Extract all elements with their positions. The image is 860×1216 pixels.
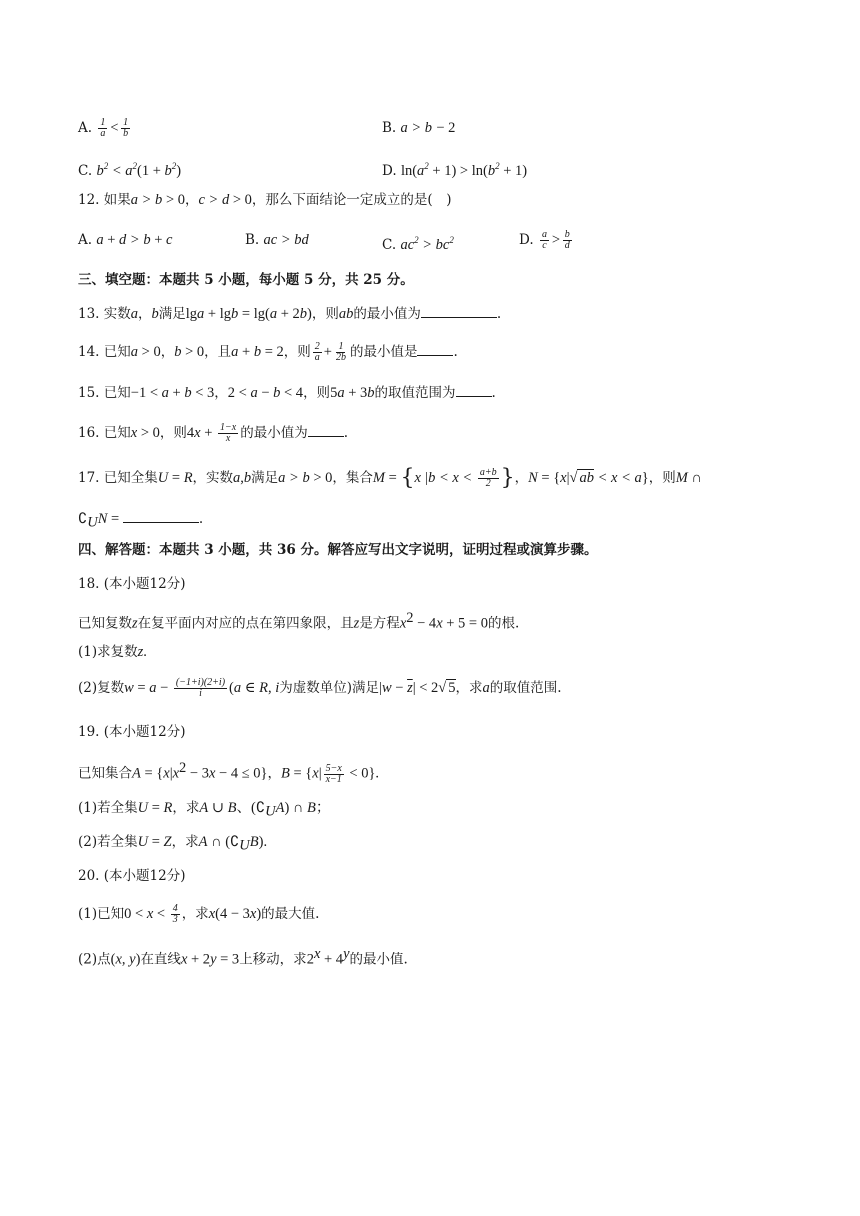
stem-text: 的最小值为 [240,425,308,441]
stem-text: ，那么下面结论一定成立的是( ) [251,192,452,208]
stem-text: (2)若全集 [78,834,138,850]
section-4-title: 四、解答题：本题共 3 小题，共 36 分。解答应写出文字说明，证明过程或演算步骤。 [78,542,598,558]
stem-text: (1)已知 [78,906,125,922]
stem-text: 的最小值为 [353,306,421,322]
answer-blank[interactable] [123,508,199,523]
q19-header: 19. (本小题12分) [78,724,186,740]
option-letter: C. [78,162,93,179]
option-letter: D. [519,232,534,248]
q15: 15. 已知−1 < a + b < 3，2 < a − b < 4，则5a + 3b的取值范围为 . [78,382,496,403]
q18-header: 18. (本小题12分) [78,576,186,592]
q12-option-a: A. a + d > b + c [78,232,173,248]
stem-text: ，集合 [332,470,373,486]
option-letter: B. [245,232,260,248]
q17-line1: 17. 已知全集U = R，实数a,b满足a > b > 0，集合M = {x |b < x < $\frac{a+b}{2}$ }，N = {x|√ ab < x < a}，则M ∩ [78,465,702,491]
fraction: $\frac{5-x}{x-1}$ [325,762,342,785]
q12-option-c: C. $ac^2 > bc^2$ [382,235,454,253]
answer-blank[interactable] [417,341,453,356]
stem-text: ，则 [283,344,311,360]
q11-option-a: A. $\frac{1}{a}$ < $\frac{1}{b}$ [78,117,129,139]
stem-text: 16. 已知 [78,425,131,441]
stem-text: (2)点 [78,951,111,968]
stem-text: 的根. [487,615,520,632]
option-letter: D. [382,162,397,179]
fraction: $\frac{a}{c}$ [541,229,547,251]
stem-text: 在复平面内对应的点在第四象限，且 [137,615,354,632]
stem-text: 17. 已知全集 [78,470,158,486]
option-letter: C. [382,236,397,253]
stem-text: ，求 [455,680,483,696]
stem-text: (1)求复数 [78,644,138,660]
answer-blank[interactable] [456,382,492,397]
stem-text: ，求 [171,834,199,850]
q13: 13. 实数a，b满足lga + lgb = lg(a + 2b)，则ab的最小值为 . [78,303,501,324]
fraction: $\frac{1}{2b}$ [335,341,346,363]
answer-blank[interactable] [421,303,497,318]
stem-text: 的取值范围. [489,680,562,696]
stem-text: ，则 [159,425,187,441]
q14: 14. 已知a > 0，b > 0，且a + b = 2，则 $\frac{2}{a}$ + $\frac{1}{2b}$ 的最小值是 . [78,341,458,363]
q11-option-b: B. a > b − 2 [382,120,456,136]
stem-text: 在直线 [140,951,181,968]
stem-text: 15. 已知 [78,385,131,401]
q18-stem: 已知复数z在复平面内对应的点在第四象限，且z是方程$x^2 - 4x + 5 = 0$的根. [78,610,520,632]
fraction: $\frac{b}{d}$ [564,229,570,251]
q17-line2: $∁_UN$ = . [78,508,203,533]
stem-text: 的最小值是 [349,344,418,360]
q18-part1: (1)求复数z. [78,644,147,660]
fraction: $\frac{1-x}{x}$ [220,422,237,444]
stem-text: 上移动，求 [239,951,307,968]
option-letter: A. [78,232,93,248]
stem-text: ，求 [172,800,200,816]
q19-stem: 已知集合$A = \{x|x^2 - 3x - 4 \le 0\}$，B = {x| $\frac{5-x}{x-1}$ < 0}. [78,760,380,785]
stem-text: ，则 [303,385,331,401]
fraction: $\frac{4}{3}$ [172,903,178,925]
stem-text: 14. 已知 [78,344,131,360]
stem-text: 是方程 [359,615,400,632]
answer-blank[interactable] [308,422,344,437]
stem-text: (1)若全集 [78,800,138,816]
q11-option-d: D. $\ln(a^2 + 1) > \ln(b^2 + 1)$ [382,161,528,179]
fraction: $\frac{2}{a}$ [314,341,320,363]
option-letter: A. [78,120,93,136]
fraction: $\frac{(-1+i)(2+i)}{i}$ [175,677,226,699]
stem-text: 为虚数单位)满足 [279,680,380,696]
stem-text: ，且 [204,344,232,360]
stem-text: ，则 [648,470,676,486]
stem-text: 满足 [158,306,186,322]
q19-part1: (1)若全集U = R，求A ∪ B、$(∁_UA)$ ∩ B； [78,800,331,820]
option-letter: B. [382,120,397,136]
q20-part1: (1)已知0 < x < $\frac{4}{3}$ ，求x(4 − 3x)的最大值. [78,903,320,925]
q19-part2: (2)若全集U = Z，求A ∩ $(∁_UB)$. [78,834,268,854]
fraction: $\frac{1}{a}$ [100,117,106,139]
q16: 16. 已知x > 0，则4x + $\frac{1-x}{x}$ 的最小值为 . [78,422,348,444]
stem-text: ， [160,344,175,360]
stem-text: 13. 实数 [78,306,131,322]
stem-text: 的最小值. [349,951,408,968]
stem-text: ， [514,470,529,486]
q20-header: 20. (本小题12分) [78,868,186,884]
stem-text: 已知集合 [78,765,132,782]
fraction: $\frac{1}{b}$ [123,117,129,139]
q18-part2: (2)复数w = a − $\frac{(-1+i)(2+i)}{i}$ (a ∈ R, i为虚数单位)满足$|w - \overline{z}| < 2√$ 5，求a的取值范围. [78,677,562,699]
fraction: $\frac{a+b}{2}$ [479,467,497,489]
q12-option-b: B. ac > bd [245,232,309,248]
stem-text: 的取值范围为 [374,385,456,401]
stem-text: (2)复数 [78,680,125,696]
q12-option-d: D. $\frac{a}{c}$ > $\frac{b}{d}$ [519,229,570,251]
q12-stem: 12. 如果a > b > 0，c > d > 0，那么下面结论一定成立的是( ) [78,192,452,208]
q11-option-c: C. $b^2 < a^2(1 + b^2)$ [78,161,182,179]
stem-text: ， [214,385,228,401]
stem-text: 满足 [251,470,279,486]
stem-text: ，求 [181,906,209,922]
stem-text: 的最大值. [261,906,320,922]
stem-text: ，实数 [192,470,234,486]
stem-text: 已知复数 [78,615,132,632]
stem-text: 12. 如果 [78,192,131,208]
stem-text: ，则 [311,306,339,322]
section-3-title: 三、填空题：本题共 5 小题，每小题 5 分，共 25 分。 [78,272,414,288]
q20-part2: (2)点(x, y)在直线x + 2y = 3上移动，求$2^x + 4^y$的最小值. [78,946,408,968]
stem-text: ， [267,765,282,782]
